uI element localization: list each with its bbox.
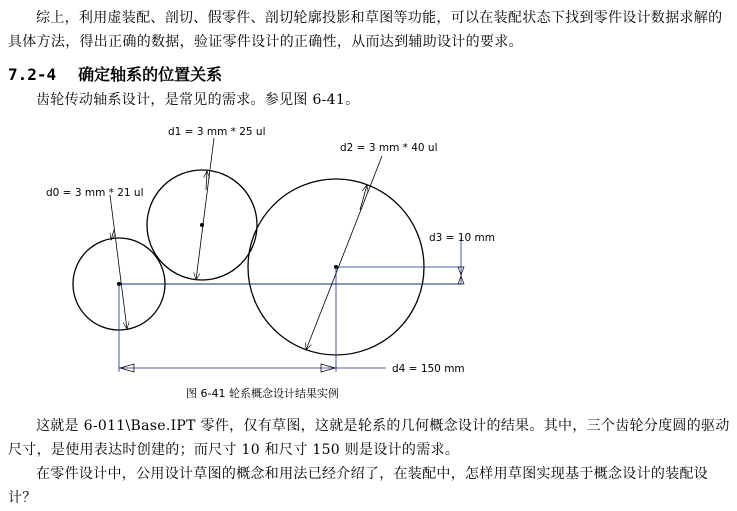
gear-train-figure [30, 118, 495, 384]
paragraph-body-1: 这就是 6-011\Base.IPT 零件，仅有草图，这就是轮系的几何概念设计的结果。其中，三个齿轮分度圆的驱动尺寸，是使用表达时创建的；而尺寸 10 和尺寸 150 则是设计的需求。 [8, 418, 730, 458]
dim-line-d1 [196, 138, 214, 280]
section-number: 7.2-4 [8, 65, 57, 84]
dim-line-d2 [306, 156, 382, 350]
dim-label-d2: d2 = 3 mm * 40 ul [340, 142, 438, 154]
dim-line-d0 [110, 195, 127, 329]
paragraph-body-2: 在零件设计中，公用设计草图的概念和用法已经介绍了，在装配中，怎样用草图实现基于概念设计的装配设计？ [8, 466, 709, 506]
dim-label-d1: d1 = 3 mm * 25 ul [168, 126, 266, 138]
figure-caption: 图 6-41 轮系概念设计结果实例 [186, 387, 339, 400]
section-heading [8, 62, 222, 85]
dim-label-d3: d3 = 10 mm [429, 232, 495, 244]
dim-label-d0: d0 = 3 mm * 21 ul [46, 187, 144, 199]
gear-sketch-diagram [30, 118, 495, 380]
dim-label-d4: d4 = 150 mm [392, 363, 465, 375]
section-title: 确定轴系的位置关系 [78, 65, 223, 84]
paragraph-top: 综上，利用虚装配、剖切、假零件、剖切轮廓投影和草图等功能，可以在装配状态下找到零件设计数据求解的具体方法，得出正确的数据，验证零件设计的正确性，从而达到辅助设计的要求。 [8, 10, 723, 50]
paragraph-intro: 齿轮传动轴系设计，是常见的需求。参见图 6-41。 [36, 92, 360, 108]
